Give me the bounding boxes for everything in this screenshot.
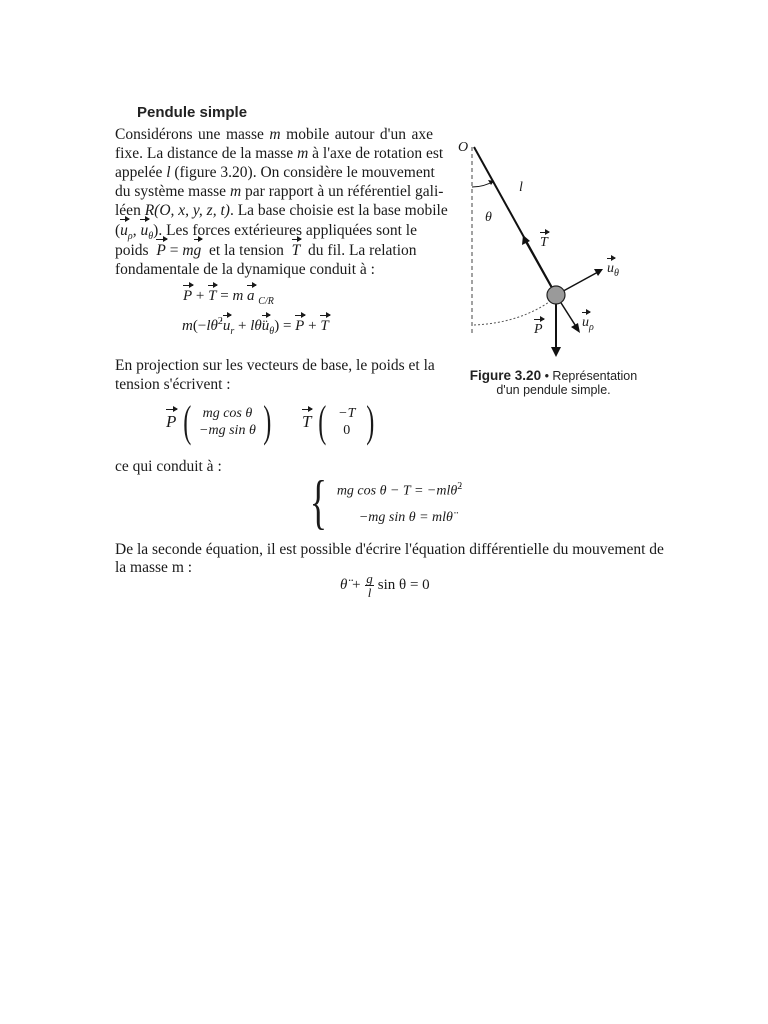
equation-pfd-polar: $m(-l\thetȧ^2u_r$ + $l\thetäu_\theta) = P + T$ <box>182 316 329 337</box>
pendulum-diagram <box>450 135 650 365</box>
vector-T-components: T ( −T 0 ) <box>302 397 375 446</box>
intro-line-3: appelée l (figure 3.20). On considère le mouvement <box>115 164 435 181</box>
equation-final: θ̈ + $\frac{g}{l}$ sin θ = 0 <box>340 571 430 600</box>
pendulum-mass <box>547 286 565 304</box>
intro-line-7: poids P = mg et la tension T du fil. La relation <box>115 242 417 259</box>
intro-line-2: fixe. La distance de la masse m à l'axe de rotation est <box>115 145 444 162</box>
label-u-theta: $u_\theta$ <box>607 261 619 279</box>
label-T: T <box>540 235 548 250</box>
pendulum-figure <box>450 135 650 365</box>
projection-line-2: tension s'écrivent : <box>115 376 231 393</box>
conclusion-line-2: la masse m : <box>115 559 193 576</box>
intro-line-1: Considérons une masse m mobile autour d'un axe <box>115 126 433 143</box>
label-theta: θ <box>485 210 492 225</box>
intro-line-4: du système masse m par rapport à un référentiel gali- <box>115 183 444 200</box>
fraction-g-over-l: $\frac{g}{l}$ <box>366 571 373 600</box>
vector-P-components: P ( mg cos θ −mg sin θ ) <box>166 397 272 446</box>
equation-system: { mg cos θ − T = −mlθ̇$^2$ −mg sin θ = mlθ̈ <box>309 469 463 535</box>
label-P: P <box>534 322 543 337</box>
equation-pfd: P + T = m a $_{C/R}$ <box>183 288 274 307</box>
label-O: O <box>458 140 469 155</box>
label-l: l <box>519 180 523 195</box>
conclusion-line-1: De la seconde équation, il est possible d'écrire l'équation différentielle du mouvement de <box>115 541 664 558</box>
label-u-rho: $u_\rho$ <box>582 315 594 333</box>
conduit-text: ce qui conduit à : <box>115 458 222 475</box>
intro-line-8: fondamentale de la dynamique conduit à : <box>115 261 375 278</box>
intro-line-6: ($u_\rho$, $u_\theta$). Les forces extérieures appliquées sont le <box>115 222 417 243</box>
intro-line-5: léen R(O, x, y, z, t). La base choisie est la base mobile <box>115 202 448 219</box>
section-title: Pendule simple <box>137 104 248 121</box>
projection-line-1: En projection sur les vecteurs de base, le poids et la <box>115 357 435 374</box>
figure-caption: Figure 3.20 • Représentation d'un pendule simple. <box>469 368 638 397</box>
